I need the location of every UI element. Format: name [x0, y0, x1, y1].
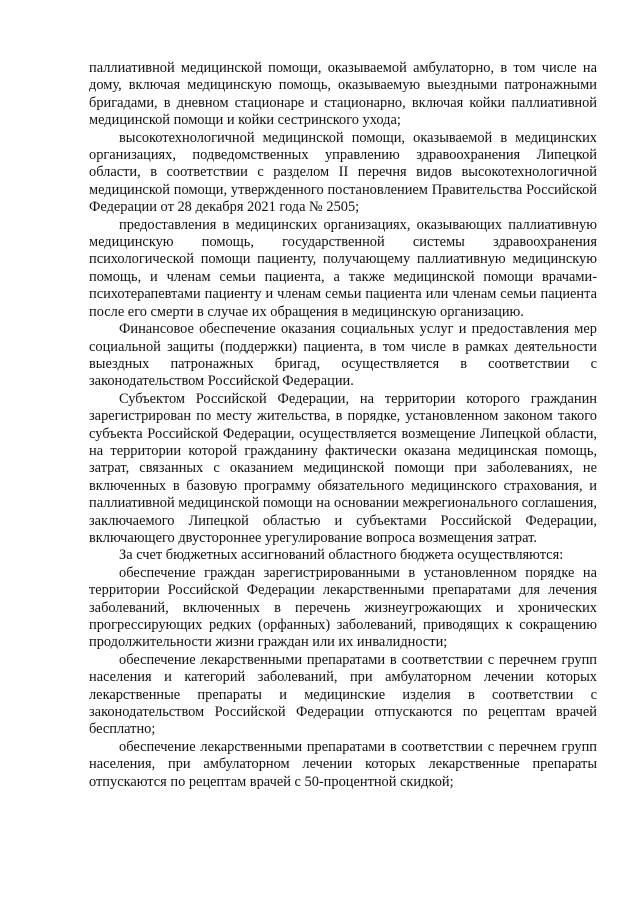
- paragraph-high-tech-care: высокотехнологичной медицинской помощи, оказываемой в медицинских организациях, подведомственных управлению здравоохранения Липецкой области, в соответствии с разделом II перечня видов высокотехнологичной медицинской помощи, утвержденного постановлением Правительства Российской Федерации от 28 декабря 2021 года № 2505;: [89, 129, 597, 216]
- paragraph-discount-prescriptions: обеспечение лекарственными препаратами в соответствии с перечнем групп населения, при амбулаторном лечении которых лекарственные препараты отпускаются по рецептам врачей с 50-процентной скидкой;: [89, 738, 597, 790]
- paragraph-interregional-reimbursement: Субъектом Российской Федерации, на территории которого гражданин зарегистрирован по месту жительства, в порядке, установленном законом такого субъекта Российской Федерации, осуществляется возмещение Липецкой области, на территории которой гражданину фактически оказана медицинская помощь, затрат, связанных с оказанием медицинской помощи при заболеваниях, не включенных в базовую программу обязательного медицинского страхования, и паллиативной медицинской помощи на основании межрегионального соглашения, заключаемого Липецкой областью и субъектами Российской Федерации, включающего двустороннее урегулирование вопроса возмещения затрат.: [89, 390, 597, 546]
- paragraph-orphan-diseases-drugs: обеспечение граждан зарегистрированными в установленном порядке на территории Российской Федерации лекарственными препаратами для лечения заболеваний, включенных в перечень жизнеугрожающих и хронических прогрессирующих редких (орфанных) заболеваний, приводящих к сокращению продолжительности жизни граждан или их инвалидности;: [89, 564, 597, 651]
- paragraph-regional-budget-intro: За счет бюджетных ассигнований областного бюджета осуществляются:: [119, 547, 564, 564]
- paragraph-palliative-care: паллиативной медицинской помощи, оказываемой амбулаторно, в том числе на дому, включая медицинскую помощь, оказываемую выездными патронажными бригадами, в дневном стационаре и стационарно, включая койки паллиативной медицинской помощи и койки сестринского ухода;: [89, 60, 597, 129]
- paragraph-social-services-funding: Финансовое обеспечение оказания социальных услуг и предоставления мер социальной защиты (поддержки) пациента, в том числе в рамках деятельности выездных патронажных бригад, осуществляется в соответствии с законодательством Российской Федерации.: [89, 321, 597, 390]
- paragraph-free-prescriptions: обеспечение лекарственными препаратами в соответствии с перечнем групп населения и категорий заболеваний, при амбулаторном лечении которых лекарственные препараты и медицинские изделия в соответствии с законодательством Российской Федерации отпускаются по рецептам врачей бесплатно;: [89, 651, 597, 738]
- paragraph-psychological-help: предоставления в медицинских организациях, оказывающих паллиативную медицинскую помощь, государственной системы здравоохранения психологической помощи пациенту, получающему паллиативную медицинскую помощь, и членам семьи пациента, а также медицинской помощи врачами-психотерапевтами пациенту и членам семьи пациента или членам семьи пациента после его смерти в случае их обращения в медицинскую организацию.: [89, 216, 597, 320]
- document-page: [89, 60, 597, 791]
